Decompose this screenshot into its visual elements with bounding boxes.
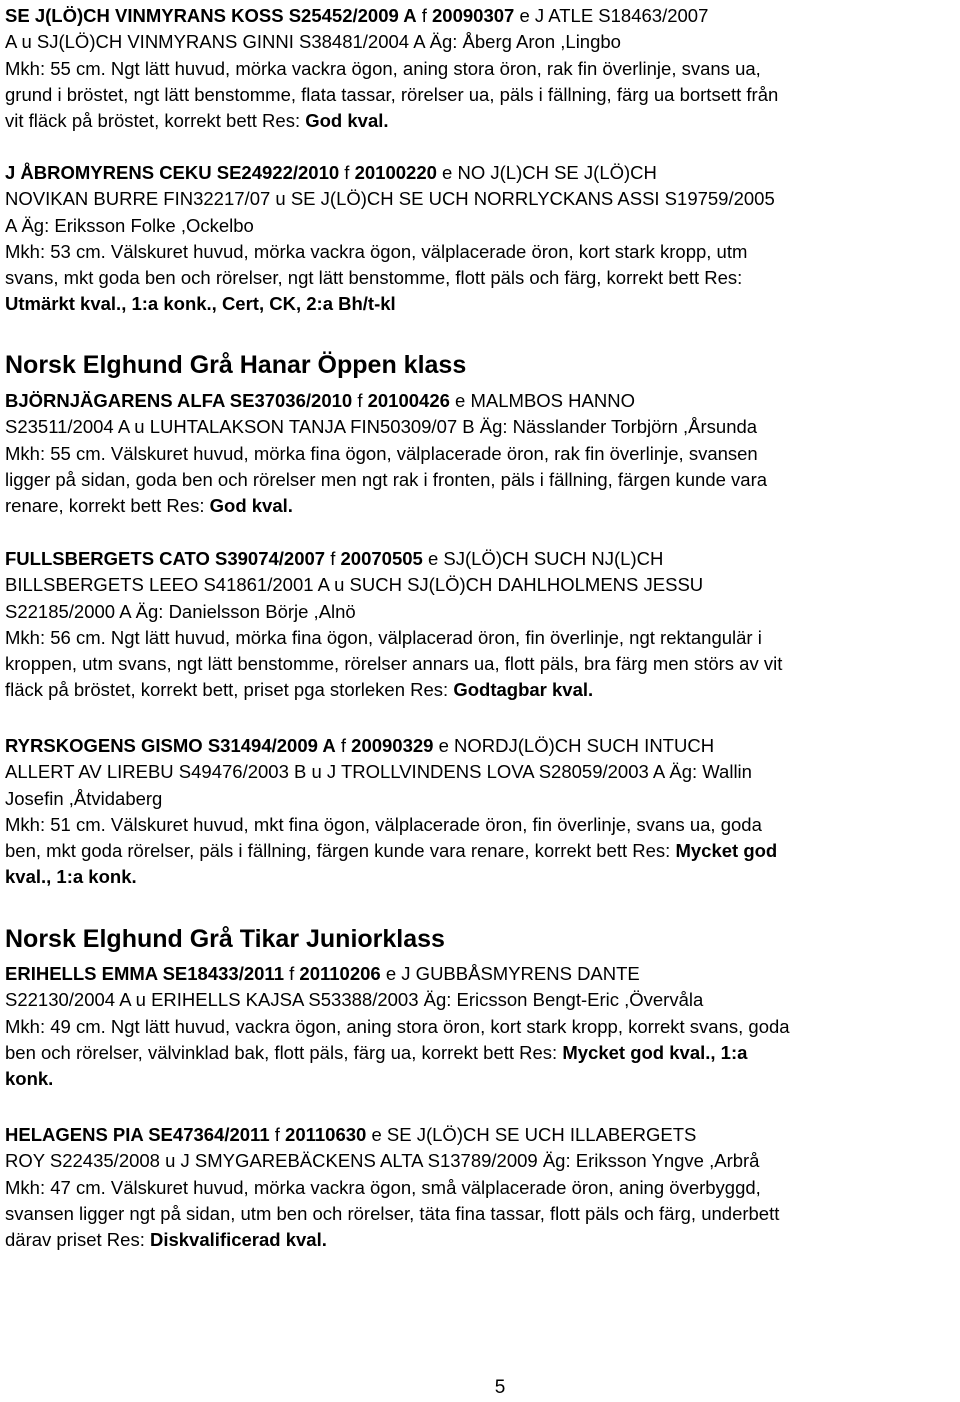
entry-line xyxy=(5,864,777,890)
entry-line xyxy=(5,961,790,987)
entry-line xyxy=(5,388,767,414)
bold-text-run: , 1:a xyxy=(710,1041,748,1063)
text-run: Mkh: 51 cm. Välskuret huvud, mkt fina ögon, välplacerade öron, fin överlinje, svans ua, goda xyxy=(5,813,762,835)
text-run: NOVIKAN BURRE FIN32217/07 u SE J(LÖ)CH SE UCH NORRLYCKANS ASSI S19759/2005 xyxy=(5,188,775,210)
text-run: f xyxy=(284,963,300,984)
entry-line xyxy=(5,733,777,759)
entry-line xyxy=(5,1066,790,1092)
entry-line xyxy=(5,239,775,265)
entry-line xyxy=(5,625,782,651)
bold-text-run: 20090307 xyxy=(432,5,515,26)
text-run: Mkh: 53 cm. Välskuret huvud, mörka vackra ögon, välplacerade öron, kort stark kropp, utm xyxy=(5,240,748,262)
text-run: f xyxy=(416,5,433,26)
entry-line xyxy=(5,414,767,440)
bold-text-run: Godtagbar kval. xyxy=(453,679,594,701)
entry-line xyxy=(5,1227,779,1253)
entry-line xyxy=(5,291,775,317)
text-run: ROY S22435/2008 u J SMYGAREBÄCKENS ALTA S13789/2009 Äg: Eriksson Yngve ,Arbrå xyxy=(5,1150,760,1172)
text-run: ligger på sidan, goda ben och rörelser men ngt rak i fronten, päls i fällning, färgen kunde vara xyxy=(5,468,768,490)
bold-text-run: Mycket god kval. xyxy=(562,1041,711,1063)
bold-text-run: SE J(LÖ)CH VINMYRANS KOSS S25452/2009 A xyxy=(5,5,417,26)
entry-line xyxy=(5,572,782,598)
bold-text-run: God kval. xyxy=(209,495,293,517)
text-run: Mkh: 56 cm. Ngt lätt huvud, mörka fina ögon, välplacerad öron, fin överlinje, ngt rektangulär i xyxy=(5,626,762,648)
entry-line xyxy=(5,265,775,291)
text-run: därav priset Res: xyxy=(5,1229,150,1251)
text-run: S23511/2004 A u LUHTALAKSON TANJA FIN50309/07 B Äg: Nässlander Torbjörn ,Årsunda xyxy=(5,416,758,438)
text-run: grund i bröstet, ngt lätt benstomme, flata tassar, rörelser ua, päls i fällning, färg ua bortsett från xyxy=(5,83,779,105)
text-run: e MALMBOS HANNO xyxy=(449,390,635,411)
entry-gismo xyxy=(5,733,777,891)
entry-ceku xyxy=(5,160,775,318)
entry-line xyxy=(5,599,782,625)
text-run: vit fläck på bröstet, korrekt bett Res: xyxy=(5,110,306,132)
text-run: f xyxy=(325,548,341,569)
entry-line xyxy=(5,759,777,785)
entry-line xyxy=(5,812,777,838)
text-run: Mkh: 47 cm. Välskuret huvud, mörka vackra ögon, små välplacerade öron, aning överbyggd, xyxy=(5,1176,761,1198)
text-run: A Äg: Eriksson Folke ,Ockelbo xyxy=(5,214,254,236)
bold-text-run: God kval. xyxy=(305,110,389,132)
bold-text-run: Mycket god xyxy=(675,840,778,862)
bold-text-run: ERIHELLS EMMA SE18433/2011 xyxy=(5,963,284,984)
entry-line xyxy=(5,441,767,467)
text-run: e J ATLE S18463/2007 xyxy=(514,5,709,26)
bold-text-run: 20090329 xyxy=(351,735,434,756)
text-run: renare, korrekt bett Res: xyxy=(5,495,210,517)
text-run: e J GUBBÅSMYRENS DANTE xyxy=(380,963,640,984)
entry-line xyxy=(5,1040,790,1066)
text-run: f xyxy=(269,1124,286,1145)
entry-line xyxy=(5,186,775,212)
entry-line xyxy=(5,82,778,108)
entry-line xyxy=(5,56,778,82)
text-run: Mkh: 55 cm. Välskuret huvud, mörka fina ögon, välplacerade öron, rak fin överlinje, svansen xyxy=(5,442,758,464)
entry-line xyxy=(5,467,767,493)
text-run: svans, mkt goda ben och rörelser, ngt lätt benstomme, flott päls och färg, korrekt bett Res: xyxy=(5,267,743,289)
entry-line xyxy=(5,1148,779,1174)
text-run: f xyxy=(352,390,368,411)
entry-line xyxy=(5,651,782,677)
text-run: e NORDJ(LÖ)CH SUCH INTUCH xyxy=(433,735,715,756)
text-run: e NO J(L)CH SE J(LÖ)CH xyxy=(436,162,657,183)
text-run: kroppen, utm svans, ngt lätt benstomme, rörelser annars ua, flott päls, bra färg men störs av vit xyxy=(5,653,783,675)
text-run: f xyxy=(339,162,355,183)
text-run: Josefin ,Åtvidaberg xyxy=(5,787,163,809)
text-run: Mkh: 55 cm. Ngt lätt huvud, mörka vackra ögon, aning stora öron, rak fin överlinje, svans ua, xyxy=(5,57,761,79)
entry-line xyxy=(5,1014,790,1040)
entry-line xyxy=(5,213,775,239)
bold-text-run: Diskvalificerad kval. xyxy=(149,1229,327,1251)
bold-text-run: FULLSBERGETS CATO S39074/2007 xyxy=(5,548,326,569)
entry-line xyxy=(5,786,777,812)
entry-koss xyxy=(5,3,778,134)
bold-text-run: 20110630 xyxy=(285,1124,367,1145)
entry-pia xyxy=(5,1122,779,1253)
text-run: S22185/2000 A Äg: Danielsson Börje ,Alnö xyxy=(5,600,356,622)
entry-line xyxy=(5,838,777,864)
entry-line xyxy=(5,108,778,134)
entry-alfa xyxy=(5,388,767,519)
bold-text-run: BJÖRNJÄGARENS ALFA SE37036/2010 xyxy=(5,390,353,411)
bold-text-run: 20100220 xyxy=(354,162,437,183)
text-run: e SE J(LÖ)CH SE UCH ILLABERGETS xyxy=(366,1124,697,1145)
entry-line xyxy=(5,1201,779,1227)
bold-text-run: J ÅBROMYRENS CEKU SE24922/2010 xyxy=(5,162,340,183)
text-run: f xyxy=(335,735,352,756)
entry-line xyxy=(5,3,778,29)
bold-text-run: 20100426 xyxy=(367,390,450,411)
entry-line xyxy=(5,1175,779,1201)
bold-text-run: , Cert, CK, 2:a Bh/t-kl xyxy=(211,293,396,315)
entry-cato xyxy=(5,546,782,704)
bold-text-run: RYRSKOGENS GISMO S31494/2009 A xyxy=(5,735,336,756)
entry-line xyxy=(5,160,775,186)
bold-text-run: konk. xyxy=(5,1068,54,1090)
bold-text-run: HELAGENS PIA SE47364/2011 xyxy=(5,1124,270,1145)
text-run: svansen ligger ngt på sidan, utm ben och rörelser, täta fina tassar, flott päls och färg, underbett xyxy=(5,1202,780,1224)
entry-emma xyxy=(5,961,790,1092)
entry-line xyxy=(5,987,790,1013)
text-run: A u SJ(LÖ)CH VINMYRANS GINNI S38481/2004 A Äg: Åberg Aron ,Lingbo xyxy=(5,31,621,53)
page-number: 5 xyxy=(494,1377,506,1398)
bold-text-run: Utmärkt kval., 1:a konk. xyxy=(5,293,212,315)
entry-line xyxy=(5,1122,779,1148)
bold-text-run: kval., 1:a konk. xyxy=(5,866,137,888)
text-run: Mkh: 49 cm. Ngt lätt huvud, vackra ögon, aning stora öron, kort stark kropp, korrekt svans, goda xyxy=(5,1015,790,1037)
text-run: ben, mkt goda rörelser, päls i fällning, färgen kunde vara renare, korrekt bett Res: xyxy=(5,840,676,862)
text-run: S22130/2004 A u ERIHELLS KAJSA S53388/2003 Äg: Ericsson Bengt-Eric ,Övervåla xyxy=(5,989,704,1011)
entry-line xyxy=(5,546,782,572)
text-run: fläck på bröstet, korrekt bett, priset pga storleken Res: xyxy=(5,679,454,701)
text-run: ALLERT AV LIREBU S49476/2003 B u J TROLLVINDENS LOVA S28059/2003 A Äg: Wallin xyxy=(5,761,752,783)
bold-text-run: 20110206 xyxy=(299,963,381,984)
section-heading-tikar-junior: Norsk Elghund Grå Tikar Juniorklass xyxy=(5,925,445,953)
text-run: BILLSBERGETS LEEO S41861/2001 A u SUCH SJ(LÖ)CH DAHLHOLMENS JESSU xyxy=(5,574,704,596)
text-run: ben och rörelser, välvinklad bak, flott päls, färg ua, korrekt bett Res: xyxy=(5,1041,563,1063)
entry-line xyxy=(5,493,767,519)
bold-text-run: 20070505 xyxy=(340,548,423,569)
section-heading-hanar-oppen: Norsk Elghund Grå Hanar Öppen klass xyxy=(5,351,467,379)
text-run: e SJ(LÖ)CH SUCH NJ(L)CH xyxy=(422,548,664,569)
entry-line xyxy=(5,29,778,55)
entry-line xyxy=(5,677,782,703)
